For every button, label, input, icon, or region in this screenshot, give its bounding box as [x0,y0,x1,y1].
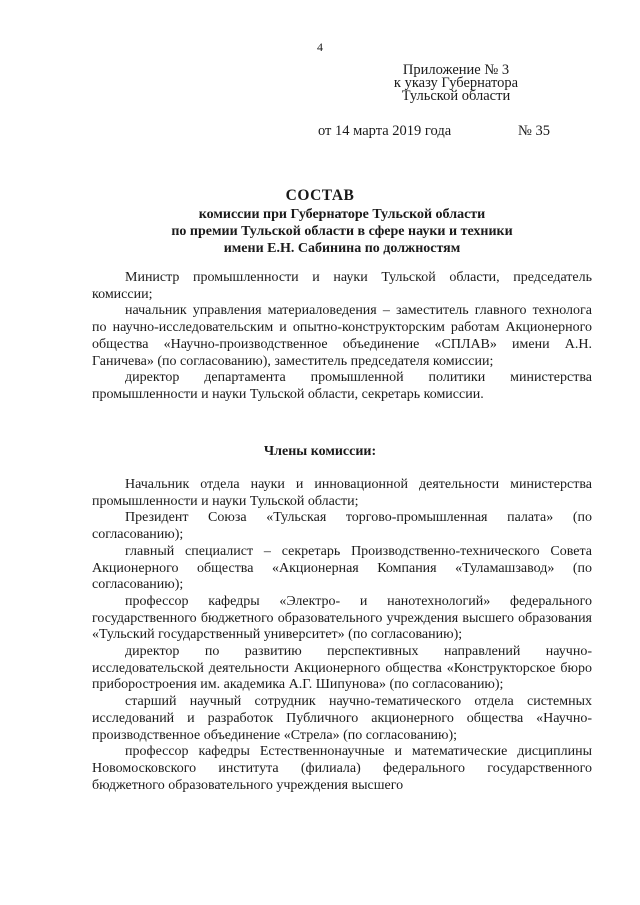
members-list [92,477,592,794]
decree-date: от 14 марта 2019 года [318,123,452,139]
appendix-line-2: к указу Губернатора [393,75,519,91]
member-item: профессор кафедры «Электро- и нанотехнологий» федерального государственного бюджетного образовательного учреждения высшего образования «Тульский государственный университет» (по согласованию); [92,593,592,643]
leadership-item-chair: Министр промышленности и науки Тульской области, председатель комиссии; [92,270,592,302]
member-item: старший научный сотрудник научно-тематического отдела системных исследований и разработок Публичного акционерного общества «Научно-производственное объединение «Стрела» (по согласованию); [92,694,592,743]
appendix-line-1: Приложение № 3 [402,62,510,78]
appendix-header [386,64,526,103]
members-heading: Члены комиссии: [263,444,377,459]
appendix-line-3: Тульской области [401,88,511,104]
member-item: директор по развитию перспективных направлений научно-исследовательской деятельности Акционерного общества «Конструкторское бюро приборостроения им. академика А.Г. Шипунова» (по согласованию); [92,644,592,693]
member-item: профессор кафедры Естественнонаучные и математические дисциплины Новомосковского института (филиала) федерального государственного бюджетного образовательного учреждения высшего [92,744,592,793]
member-item: главный специалист – секретарь Производственно-технического Совета Акционерного общества «Акционерная Компания «Туламашзавод» (по согласованию); [92,543,592,593]
page-number: 4 [317,40,323,54]
document-subtitle [92,206,592,257]
member-item: Президент Союза «Тульская торгово-промышленная палата» (по согласованию); [92,510,592,543]
subtitle-line-1: комиссии при Губернаторе Тульской области [198,207,486,222]
subtitle-line-3: имени Е.Н. Сабинина по должностям [223,241,461,256]
decree-number: № 35 [518,123,550,139]
member-item: Начальник отдела науки и инновационной деятельности министерства промышленности и науки Тульской области; [92,477,592,509]
document-title: СОСТАВ [285,187,355,204]
leadership-list [92,270,592,404]
subtitle-line-2: по премии Тульской области в сфере науки и техники [171,224,513,239]
leadership-item-deputy: начальник управления материаловедения – заместитель главного технолога по научно-исследовательским и опытно-конструкторским работам Акционерного общества «Научно-производственное объединение «СПЛАВ» имени А.Н. Ганичева» (по согласованию), заместитель председателя комиссии; [92,303,592,369]
leadership-item-secretary: директор департамента промышленной политики министерства промышленности и науки Тульской области, секретарь комиссии. [92,370,592,402]
